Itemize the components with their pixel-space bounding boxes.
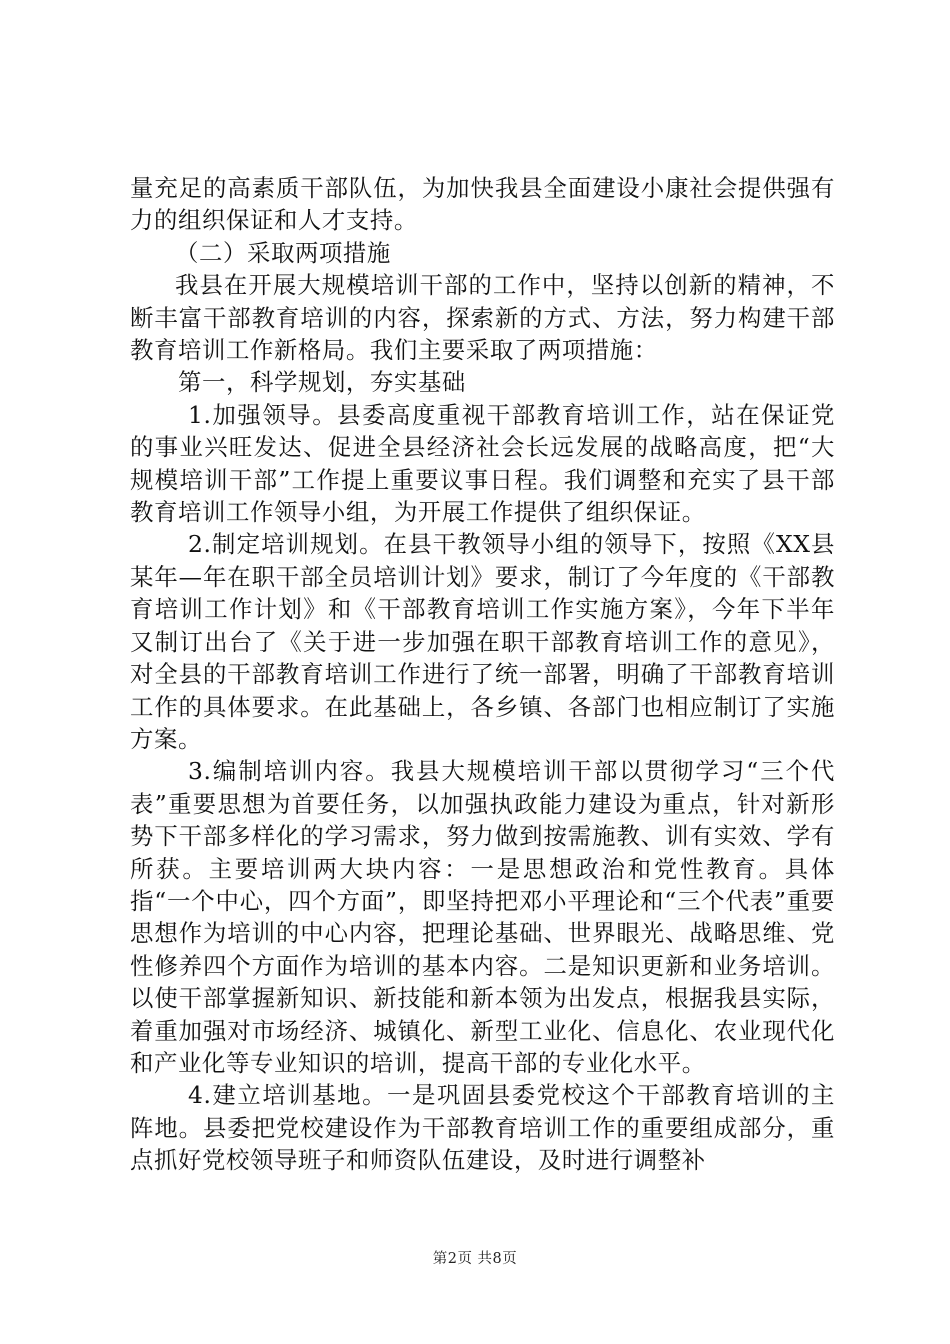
subsection-heading: 第一，科学规划，夯实基础: [178, 368, 466, 397]
page-number-footer: 第2页 共8页: [432, 1251, 518, 1267]
paragraph-intro: 我县在开展大规模培训干部的工作中，坚持以创新的精神，不断丰富干部教育培训的内容，探索新的方式、方法，努力构建干部教育培训工作新格局。我们主要采取了两项措施：: [130, 271, 835, 365]
paragraph-item-4: 4.建立培训基地。一是巩固县委党校这个干部教育培训的主阵地。县委把党校建设作为干部教育培训工作的重要组成部分，重点抓好党校领导班子和师资队伍建设，及时进行调整补: [130, 1081, 835, 1175]
document-body: [130, 172, 835, 1177]
paragraph-continuation: 量充足的高素质干部队伍，为加快我县全面建设小康社会提供强有力的组织保证和人才支持。: [130, 174, 835, 235]
paragraph-item-1: 1.加强领导。县委高度重视干部教育培训工作，站在保证党的事业兴旺发达、促进全县经济社会长远发展的战略高度，把“大规模培训干部”工作提上重要议事日程。我们调整和充实了县干部教育培训工作领导小组，为开展工作提供了组织保证。: [130, 400, 835, 527]
section-heading: （二）采取两项措施: [175, 238, 391, 267]
paragraph-item-2: 2.制定培训规划。在县干教领导小组的领导下，按照《XX县某年—年在职干部全员培训计划》要求，制订了今年度的《干部教育培训工作计划》和《干部教育培训工作实施方案》，今年下半年又制订出台了《关于进一步加强在职干部教育培训工作的意见》，对全县的干部教育培训工作进行了统一部署，明确了干部教育培训工作的具体要求。在此基础上，各乡镇、各部门也相应制订了实施方案。: [130, 530, 835, 753]
paragraph-item-3: 3.编制培训内容。我县大规模培训干部以贯彻学习“三个代表”重要思想为首要任务，以加强执政能力建设为重点，针对新形势下干部多样化的学习需求，努力做到按需施教、训有实效、学有所获。主要培训两大块内容：一是思想政治和党性教育。具体指“一个中心，四个方面”，即坚持把邓小平理论和“三个代表”重要思想作为培训的中心内容，把理论基础、世界眼光、战略思维、党性修养四个方面作为培训的基本内容。二是知识更新和业务培训。以使干部掌握新知识、新技能和新本领为出发点，根据我县实际，着重加强对市场经济、城镇化、新型工业化、信息化、农业现代化和产业化等专业知识的培训，提高干部的专业化水平。: [130, 757, 835, 1077]
